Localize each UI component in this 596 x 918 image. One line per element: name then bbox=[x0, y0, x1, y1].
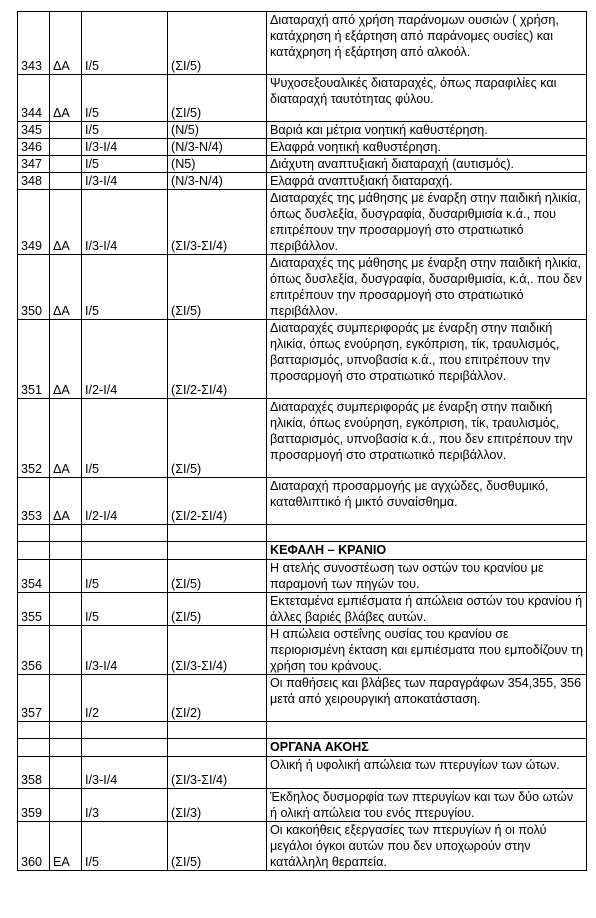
paragraph-number: 352 bbox=[18, 399, 50, 478]
document-page bbox=[17, 11, 587, 871]
empty-cell bbox=[168, 542, 267, 560]
category-cell: ΔΑ bbox=[50, 255, 82, 320]
description-cell: Βαριά και μέτρια νοητική καθυστέρηση. bbox=[267, 122, 587, 139]
code-cell: (ΣΙ/2-ΣΙ/4) bbox=[168, 478, 267, 525]
description-cell: Η ατελής συνοστέωση των οστών του κρανίου με παραμονή των πηγών του. bbox=[267, 560, 587, 593]
category-cell bbox=[50, 122, 82, 139]
table-row bbox=[18, 156, 587, 173]
description-cell: Διάχυτη αναπτυξιακή διαταραχή (αυτισμός). bbox=[267, 156, 587, 173]
table-row bbox=[18, 320, 587, 399]
paragraph-number: 358 bbox=[18, 757, 50, 789]
empty-cell bbox=[18, 542, 50, 560]
empty-cell bbox=[50, 722, 82, 739]
code-cell: (ΣΙ/3-ΣΙ/4) bbox=[168, 757, 267, 789]
empty-cell bbox=[82, 722, 168, 739]
table-row bbox=[18, 560, 587, 593]
category-cell: ΔΑ bbox=[50, 478, 82, 525]
grade-cell: Ι/3-Ι/4 bbox=[82, 190, 168, 255]
category-cell: ΕΑ bbox=[50, 822, 82, 871]
description-cell: Διαταραχές της μάθησης με έναρξη στην παιδική ηλικία, όπως δυσλεξία, δυσγραφία, δυσαριθμισία, κ.ά,. που δεν επιτρέπουν την προσαρμογή στο στρατιωτικό περιβάλλον. bbox=[267, 255, 587, 320]
description-cell: Η απώλεια οστεΐνης ουσίας του κρανίου σε περιορισμένη έκταση και εμπιέσματα που εμποδίζουν τη χρήση του κράνους. bbox=[267, 626, 587, 675]
category-cell bbox=[50, 593, 82, 626]
section-heading: ΚΕΦΑΛΗ – ΚΡΑΝΙΟ bbox=[267, 542, 587, 560]
grade-cell: Ι/3-Ι/4 bbox=[82, 139, 168, 156]
empty-cell bbox=[18, 739, 50, 757]
description-cell: Ελαφρά νοητική καθυστέρηση. bbox=[267, 139, 587, 156]
code-cell: (ΣΙ/3-ΣΙ/4) bbox=[168, 626, 267, 675]
description-cell: Διαταραχές συμπεριφοράς με έναρξη στην παιδική ηλικία, όπως ενούρηση, εγκόπριση, τίκ, τραυλισμός, βατταρισμός, υπνοβασία κ.ά., που επιτρέπουν την προσαρμογή στο στρατιωτικό περιβάλλον. bbox=[267, 320, 587, 399]
category-cell: ΔΑ bbox=[50, 75, 82, 122]
grade-cell: Ι/5 bbox=[82, 399, 168, 478]
table-row bbox=[18, 12, 587, 75]
paragraph-number: 346 bbox=[18, 139, 50, 156]
code-cell: (ΣΙ/5) bbox=[168, 593, 267, 626]
category-cell bbox=[50, 626, 82, 675]
code-cell: (Ν/3-Ν/4) bbox=[168, 173, 267, 190]
table-row bbox=[18, 139, 587, 156]
grade-cell: Ι/5 bbox=[82, 75, 168, 122]
grade-cell: Ι/5 bbox=[82, 255, 168, 320]
paragraph-number: 359 bbox=[18, 789, 50, 822]
grade-cell: Ι/2-Ι/4 bbox=[82, 320, 168, 399]
code-cell: (ΣΙ/5) bbox=[168, 75, 267, 122]
table-row bbox=[18, 190, 587, 255]
code-cell: (ΣΙ/5) bbox=[168, 255, 267, 320]
section-heading-row bbox=[18, 542, 587, 560]
code-cell: (ΣΙ/5) bbox=[168, 399, 267, 478]
grade-cell: Ι/3-Ι/4 bbox=[82, 173, 168, 190]
description-cell: Οι κακοήθεις εξεργασίες των πτερυγίων ή οι πολύ μεγάλοι όγκοι αυτών που δεν υποχωρούν στην κατάλληλη θεραπεία. bbox=[267, 822, 587, 871]
grade-cell: Ι/3-Ι/4 bbox=[82, 757, 168, 789]
category-cell bbox=[50, 560, 82, 593]
code-cell: (ΣΙ/3) bbox=[168, 789, 267, 822]
paragraph-number: 356 bbox=[18, 626, 50, 675]
grade-cell: Ι/5 bbox=[82, 593, 168, 626]
empty-cell bbox=[267, 722, 587, 739]
paragraph-number: 354 bbox=[18, 560, 50, 593]
code-cell: (ΣΙ/5) bbox=[168, 560, 267, 593]
code-cell: (Ν5) bbox=[168, 156, 267, 173]
paragraph-number: 350 bbox=[18, 255, 50, 320]
table-row bbox=[18, 626, 587, 675]
code-cell: (Ν/3-Ν/4) bbox=[168, 139, 267, 156]
empty-cell bbox=[168, 722, 267, 739]
table-row bbox=[18, 757, 587, 789]
category-cell bbox=[50, 757, 82, 789]
paragraph-number: 344 bbox=[18, 75, 50, 122]
category-cell: ΔΑ bbox=[50, 190, 82, 255]
grade-cell: Ι/2-Ι/4 bbox=[82, 478, 168, 525]
category-cell bbox=[50, 139, 82, 156]
table-row bbox=[18, 173, 587, 190]
category-cell bbox=[50, 156, 82, 173]
empty-cell bbox=[50, 542, 82, 560]
code-cell: (Ν/5) bbox=[168, 122, 267, 139]
empty-cell bbox=[82, 739, 168, 757]
disability-classification-table bbox=[17, 11, 587, 871]
category-cell: ΔΑ bbox=[50, 320, 82, 399]
section-heading-row bbox=[18, 739, 587, 757]
paragraph-number: 345 bbox=[18, 122, 50, 139]
category-cell bbox=[50, 675, 82, 722]
description-cell: Ολική ή υφολική απώλεια των πτερυγίων των ώτων. bbox=[267, 757, 587, 789]
table-row bbox=[18, 789, 587, 822]
table-row bbox=[18, 255, 587, 320]
table-row bbox=[18, 399, 587, 478]
paragraph-number: 349 bbox=[18, 190, 50, 255]
spacer-row bbox=[18, 525, 587, 542]
grade-cell: Ι/3 bbox=[82, 789, 168, 822]
spacer-row bbox=[18, 722, 587, 739]
description-cell: Ψυχοσεξουαλικές διαταραχές, όπως παραφιλίες και διαταραχή ταυτότητας φύλου. bbox=[267, 75, 587, 122]
code-cell: (ΣΙ/2-ΣΙ/4) bbox=[168, 320, 267, 399]
description-cell: Έκδηλος δυσμορφία των πτερυγίων και των δύο ωτών ή ολική απώλεια του ενός πτερυγίου. bbox=[267, 789, 587, 822]
table-row bbox=[18, 75, 587, 122]
description-cell: Διαταραχή προσαρμογής με αγχώδες, δυσθυμικό, καταθλιπτικό ή μικτό συναίσθημα. bbox=[267, 478, 587, 525]
description-cell: Διαταραχή από χρήση παράνομων ουσιών ( χρήση, κατάχρηση ή εξάρτηση από παράνομες ουσίες) και κατάχρηση ή εξάρτηση από αλκοόλ. bbox=[267, 12, 587, 75]
empty-cell bbox=[168, 525, 267, 542]
paragraph-number: 355 bbox=[18, 593, 50, 626]
description-cell: Εκτεταμένα εμπιέσματα ή απώλεια οστών του κρανίου ή άλλες βαριές βλάβες αυτών. bbox=[267, 593, 587, 626]
description-cell: Διαταραχές συμπεριφοράς με έναρξη στην παιδική ηλικία, όπως ενούρηση, εγκόπριση, τίκ, τραυλισμός, βατταρισμός, υπνοβασία κ.ά., που δεν επιτρέπουν την προσαρμογή στο στρατιωτικό περιβάλλον. bbox=[267, 399, 587, 478]
empty-cell bbox=[50, 525, 82, 542]
grade-cell: Ι/3-Ι/4 bbox=[82, 626, 168, 675]
paragraph-number: 360 bbox=[18, 822, 50, 871]
table-row bbox=[18, 593, 587, 626]
table-row bbox=[18, 675, 587, 722]
code-cell: (ΣΙ/3-ΣΙ/4) bbox=[168, 190, 267, 255]
empty-cell bbox=[82, 542, 168, 560]
code-cell: (ΣΙ/5) bbox=[168, 12, 267, 75]
paragraph-number: 348 bbox=[18, 173, 50, 190]
paragraph-number: 357 bbox=[18, 675, 50, 722]
description-cell: Οι παθήσεις και βλάβες των παραγράφων 354,355, 356 μετά από χειρουργική αποκατάσταση. bbox=[267, 675, 587, 722]
section-heading: ΟΡΓΑΝΑ ΑΚΟΗΣ bbox=[267, 739, 587, 757]
table-row bbox=[18, 822, 587, 871]
grade-cell: Ι/5 bbox=[82, 156, 168, 173]
grade-cell: Ι/5 bbox=[82, 822, 168, 871]
paragraph-number: 343 bbox=[18, 12, 50, 75]
code-cell: (ΣΙ/2) bbox=[168, 675, 267, 722]
description-cell: Ελαφρά αναπτυξιακή διαταραχή. bbox=[267, 173, 587, 190]
empty-cell bbox=[18, 722, 50, 739]
category-cell bbox=[50, 789, 82, 822]
code-cell: (ΣΙ/5) bbox=[168, 822, 267, 871]
description-cell: Διαταραχές της μάθησης με έναρξη στην παιδική ηλικία, όπως δυσλεξία, δυσγραφία, δυσαριθμισία κ.ά., που επιτρέπουν την προσαρμογή στο στρατιωτικό περιβάλλον. bbox=[267, 190, 587, 255]
grade-cell: Ι/2 bbox=[82, 675, 168, 722]
paragraph-number: 347 bbox=[18, 156, 50, 173]
table-row bbox=[18, 478, 587, 525]
category-cell bbox=[50, 173, 82, 190]
table-body bbox=[18, 12, 587, 871]
paragraph-number: 351 bbox=[18, 320, 50, 399]
category-cell: ΔΑ bbox=[50, 12, 82, 75]
category-cell: ΔΑ bbox=[50, 399, 82, 478]
grade-cell: Ι/5 bbox=[82, 12, 168, 75]
empty-cell bbox=[50, 739, 82, 757]
grade-cell: Ι/5 bbox=[82, 560, 168, 593]
paragraph-number: 353 bbox=[18, 478, 50, 525]
empty-cell bbox=[168, 739, 267, 757]
empty-cell bbox=[82, 525, 168, 542]
empty-cell bbox=[18, 525, 50, 542]
empty-cell bbox=[267, 525, 587, 542]
table-row bbox=[18, 122, 587, 139]
grade-cell: Ι/5 bbox=[82, 122, 168, 139]
